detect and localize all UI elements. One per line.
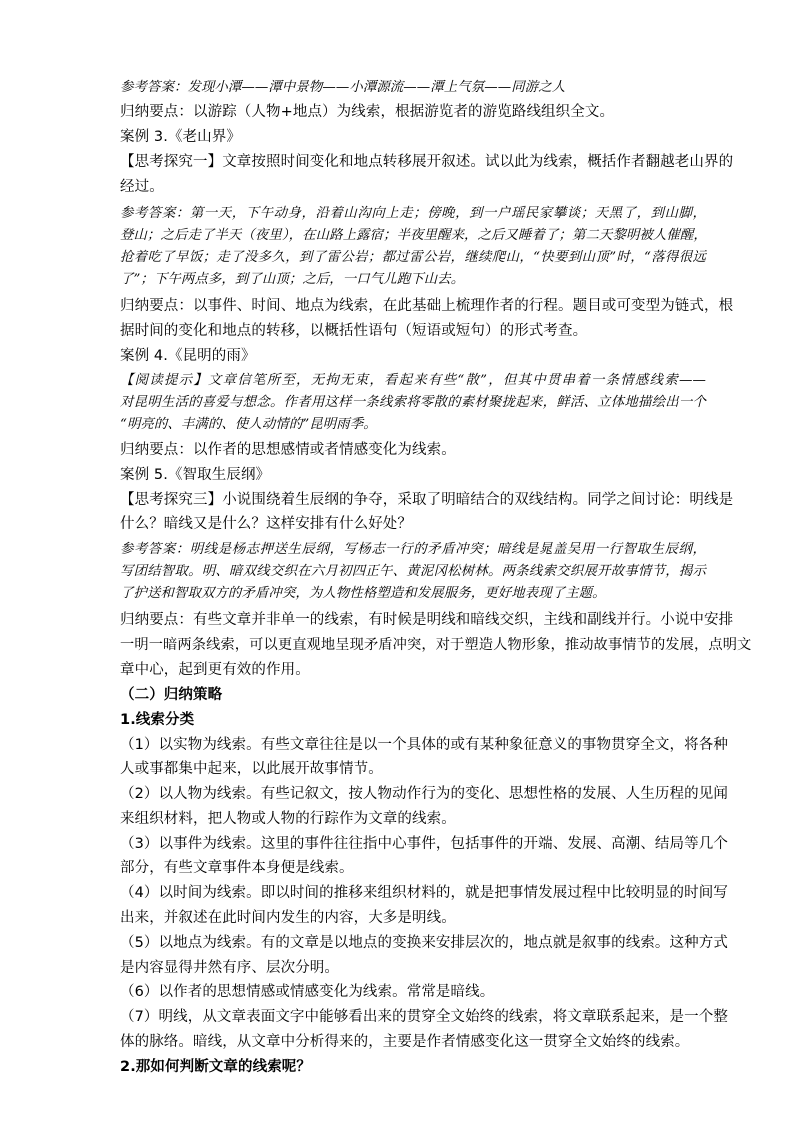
case-heading: 案例 5.《智取生辰纲》 xyxy=(120,467,271,483)
question-line: 经过。 xyxy=(120,179,164,195)
answer-line: 了”；下午两点多，到了山顶；之后，一口气儿跑下山去。 xyxy=(120,272,465,287)
summary-line: 归纳要点：有些文章并非单一的线索，有时候是明线和暗线交织，主线和副线并行。小说中安排 xyxy=(120,612,734,628)
summary-line: 据时间的变化和地点的转移，以概括性语句（短语或短句）的形式考查。 xyxy=(120,323,588,339)
answer-line: 抢着吃了早饭；走了没多久，到了雷公岩；都过雷公岩，继续爬山，“快要到山顶”时，“落得很远 xyxy=(120,250,706,265)
question-line: 什么？暗线又是什么？这样安排有什么好处？ xyxy=(120,516,412,532)
reading-tip-line: 【阅读提示】文章信笔所至，无拘无束，看起来有些“散”，但其中贯串着一条情感线索—— xyxy=(120,373,706,388)
category-item: （3）以事件为线索。这里的事件往往指中心事件，包括事件的开端、发展、高潮、结局等几个 xyxy=(120,836,728,852)
category-item: （5）以地点为线索。有的文章是以地点的变换来安排层次的，地点就是叙事的线索。这种方式 xyxy=(120,935,728,951)
category-item: 是内容显得井然有序、层次分明。 xyxy=(120,960,339,976)
answer-line: 写团结智取。明、暗双线交织在六月初四正午、黄泥冈松树林。两条线索交织展开故事情节，揭示 xyxy=(120,564,706,579)
subsection-heading: 2.那如何判断文章的线索呢？ xyxy=(120,1059,311,1075)
category-item: 人或事都集中起来，以此展开故事情节。 xyxy=(120,761,383,777)
answer-line: 参考答案：第一天，下午动身，沿着山沟向上走；傍晚，到一户瑶民家攀谈；天黑了，到山脚， xyxy=(120,206,706,221)
category-item: 体的脉络。暗线，从文章中分析得来的，主要是作者情感变化这一贯穿全文始终的线索。 xyxy=(120,1034,690,1050)
category-item: （7）明线，从文章表面文字中能够看出来的贯穿全文始终的线索，将文章联系起来，是一个整 xyxy=(120,1009,728,1025)
category-item: 出来，并叙述在此时间内发生的内容，大多是明线。 xyxy=(120,910,456,926)
summary-line: 归纳要点：以作者的思想感情或者情感变化为线索。 xyxy=(120,442,456,458)
category-item: （6）以作者的思想情感或情感变化为线索。常常是暗线。 xyxy=(120,984,495,1000)
question-line: 【思考探究三】小说围绕着生辰纲的争夺，采取了明暗结合的双线结构。同学之间讨论：明线是 xyxy=(120,492,734,508)
answer-line: 了护送和智取双方的矛盾冲突，为人物性格塑造和发展服务，更好地表现了主题。 xyxy=(120,586,606,601)
answer-line: 参考答案：明线是杨志押送生辰纲，写杨志一行的矛盾冲突；暗线是晁盖吴用一行智取生辰纲， xyxy=(120,542,706,557)
question-line: 【思考探究一】文章按照时间变化和地点转移展开叙述。试以此为线索，概括作者翻越老山界的 xyxy=(120,154,734,170)
category-item: 部分，有些文章事件本身便是线索。 xyxy=(120,860,354,876)
answer-line: 参考答案：发现小潭——潭中景物——小潭源流——潭上气氛——同游之人 xyxy=(120,80,566,95)
answer-line: 登山；之后走了半天（夜里），在山路上露宿；半夜里醒来，之后又睡着了；第二天黎明被人催醒， xyxy=(120,228,707,243)
summary-line: 章中心，起到更有效的作用。 xyxy=(120,662,310,678)
summary-line: 一明一暗两条线索，可以更直观地呈现矛盾冲突，对于塑造人物形象，推动故事情节的发展，点明文 xyxy=(120,637,752,653)
category-item: （4）以时间为线索。即以时间的推移来组织材料的，就是把事情发展过程中比较明显的时间写 xyxy=(120,885,728,901)
category-item: 来组织材料，把人物或人物的行踪作为文章的线索。 xyxy=(120,811,456,827)
summary-line: 归纳要点：以事件、时间、地点为线索，在此基础上梳理作者的行程。题目或可变型为链式，根 xyxy=(120,298,734,314)
summary-line: 归纳要点：以游踪（人物+地点）为线索，根据游览者的游览路线组织全文。 xyxy=(120,104,615,120)
case-heading: 案例 3.《老山界》 xyxy=(120,129,241,145)
subsection-heading: 1.线索分类 xyxy=(120,712,195,728)
case-heading: 案例 4.《昆明的雨》 xyxy=(120,348,256,364)
section-heading: （二）归纳策略 xyxy=(120,687,223,703)
category-item: （2）以人物为线索。有些记叙文，按人物动作行为的变化、思想性格的发展、人生历程的见闻 xyxy=(120,786,728,802)
reading-tip-line: 对昆明生活的喜爱与想念。作者用这样一条线索将零散的素材聚拢起来，鲜活、立体地描绘出一个 xyxy=(120,395,706,410)
category-item: （1）以实物为线索。有些文章往往是以一个具体的或有某种象征意义的事物贯穿全文，将各种 xyxy=(120,737,728,753)
reading-tip-line: “明亮的、丰满的、使人动情的”昆明雨季。 xyxy=(120,417,377,432)
